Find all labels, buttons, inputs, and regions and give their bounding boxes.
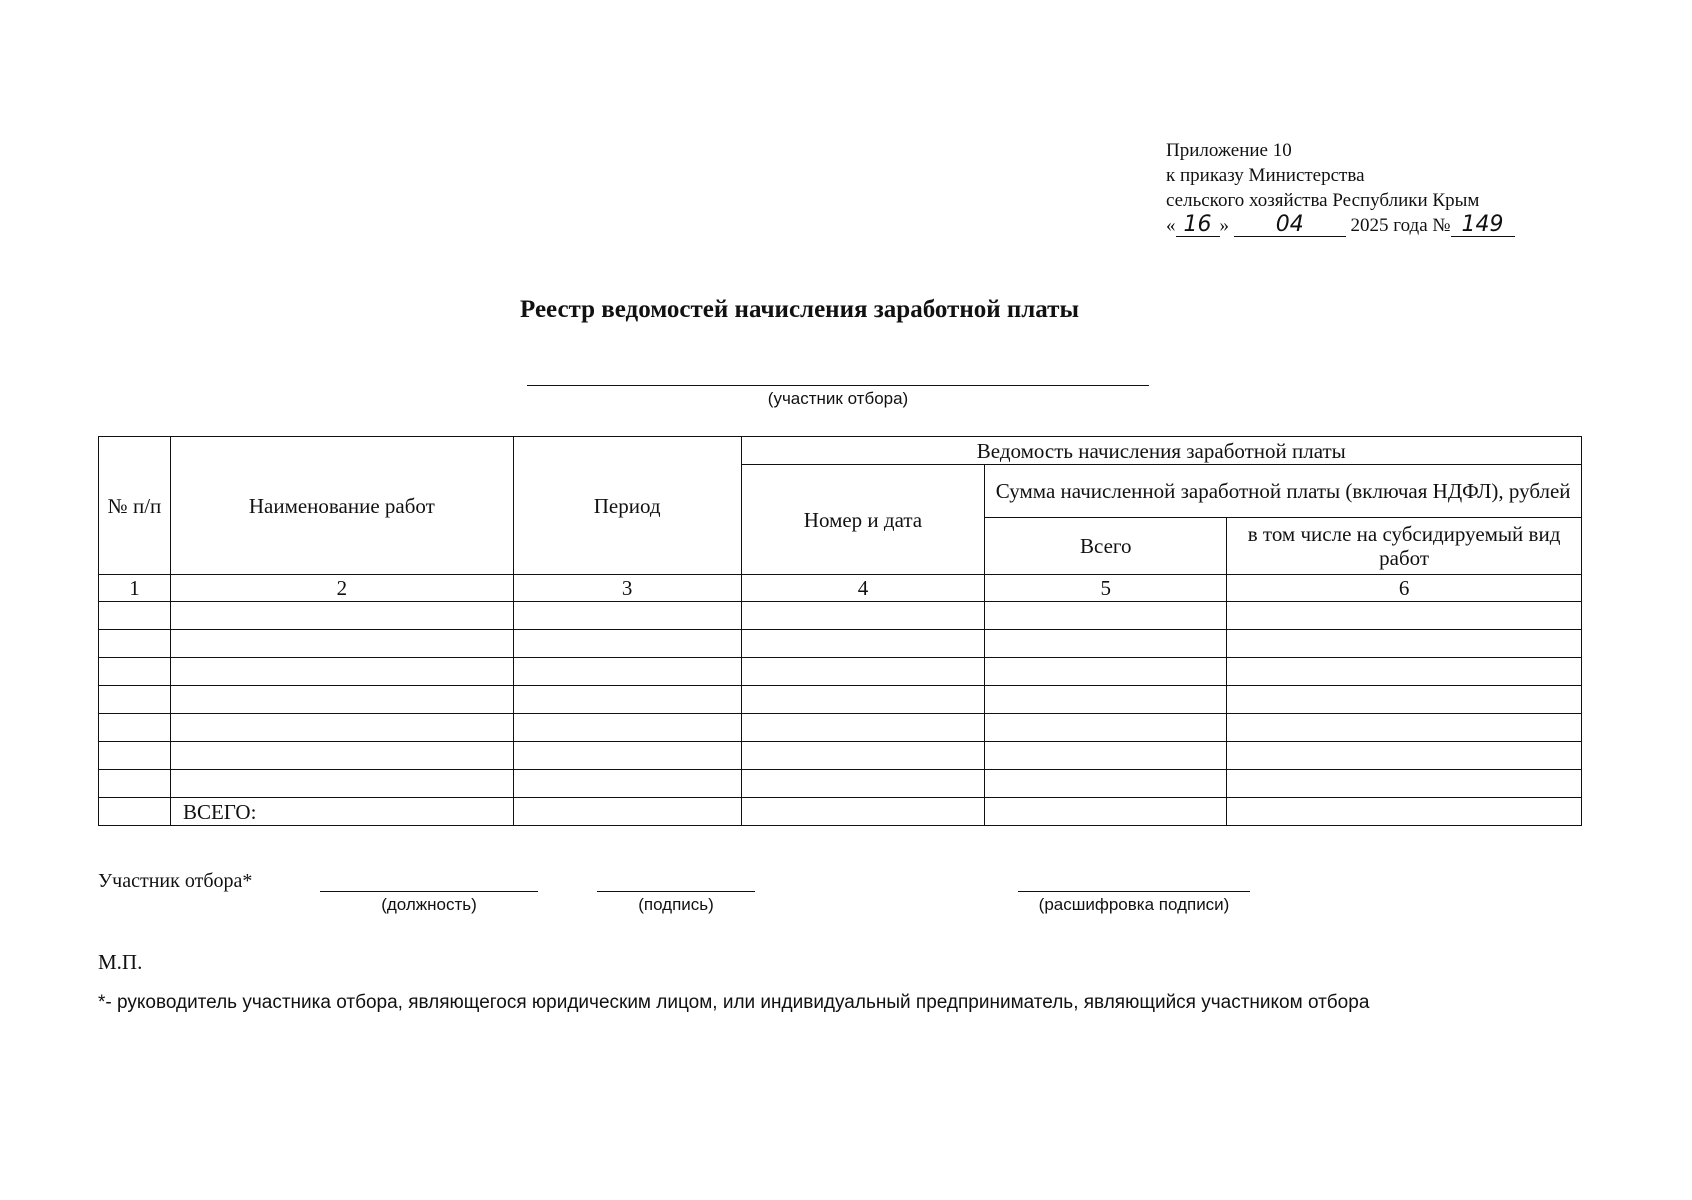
table-cell[interactable]: [1227, 770, 1582, 798]
table-cell[interactable]: [985, 714, 1227, 742]
signature-label: Участник отбора*: [98, 870, 253, 892]
register-table: [98, 436, 1582, 826]
table-cell[interactable]: [741, 686, 985, 714]
table-cell[interactable]: [170, 602, 513, 630]
table-row: [99, 602, 1582, 630]
table-cell[interactable]: [1227, 630, 1582, 658]
table-cell[interactable]: [1227, 602, 1582, 630]
appendix-ministry-line: сельского хозяйства Республики Крым: [1166, 190, 1480, 211]
table-cell[interactable]: [99, 798, 171, 826]
table-cell[interactable]: [513, 770, 741, 798]
table-cell[interactable]: [513, 714, 741, 742]
position-field-line[interactable]: [320, 891, 538, 892]
header-subsidized: в том числе на субсидируемый вид работ: [1227, 518, 1582, 575]
footnote: *- руководитель участника отбора, являющегося юридическим лицом, или индивидуальный предприниматель, являющийся участником отбора: [98, 992, 1370, 1013]
col-number: 3: [513, 575, 741, 602]
appendix-block: [1166, 138, 1515, 238]
table-cell[interactable]: [741, 714, 985, 742]
header-number-date: Номер и дата: [741, 465, 985, 575]
total-subsidized-cell[interactable]: [1227, 798, 1582, 826]
column-number-row: [99, 575, 1582, 602]
total-row: [99, 798, 1582, 826]
document-title: Реестр ведомостей начисления заработной платы: [520, 296, 1079, 323]
table-cell[interactable]: [1227, 714, 1582, 742]
col-number: 2: [170, 575, 513, 602]
col-number: 4: [741, 575, 985, 602]
table-cell[interactable]: [513, 798, 741, 826]
table-cell[interactable]: [985, 686, 1227, 714]
table-cell[interactable]: [513, 742, 741, 770]
table-cell[interactable]: [99, 658, 171, 686]
position-caption: (должность): [381, 895, 477, 914]
col-number: 6: [1227, 575, 1582, 602]
table-cell[interactable]: [1227, 658, 1582, 686]
header-total: Всего: [985, 518, 1227, 575]
stamp-placeholder: М.П.: [98, 950, 143, 974]
table-cell[interactable]: [170, 658, 513, 686]
signature-field-line[interactable]: [597, 891, 755, 892]
table-cell[interactable]: [170, 742, 513, 770]
table-cell[interactable]: [985, 742, 1227, 770]
appendix-date-line: [1166, 213, 1515, 238]
table-row: [99, 770, 1582, 798]
table-cell[interactable]: [513, 658, 741, 686]
table-cell[interactable]: [741, 602, 985, 630]
table-cell[interactable]: [985, 602, 1227, 630]
total-sum-cell[interactable]: [985, 798, 1227, 826]
table-cell[interactable]: [741, 630, 985, 658]
table-cell[interactable]: [170, 686, 513, 714]
header-period: Период: [513, 437, 741, 575]
table-cell[interactable]: [1227, 742, 1582, 770]
order-number: 149: [1451, 214, 1515, 237]
order-month: 04: [1234, 214, 1346, 237]
table-cell[interactable]: [99, 770, 171, 798]
decoding-field-line[interactable]: [1018, 891, 1250, 892]
table-cell[interactable]: [99, 742, 171, 770]
table-cell[interactable]: [99, 602, 171, 630]
table-cell[interactable]: [513, 602, 741, 630]
quote-open: «: [1166, 215, 1176, 236]
table-cell[interactable]: [513, 686, 741, 714]
order-day: 16: [1176, 214, 1220, 237]
table-row: [99, 686, 1582, 714]
decoding-caption: (расшифровка подписи): [1038, 895, 1230, 914]
table-cell[interactable]: [99, 630, 171, 658]
participant-caption: (участник отбора): [767, 389, 909, 408]
table-row: [99, 658, 1582, 686]
table-cell[interactable]: [985, 658, 1227, 686]
table-cell[interactable]: [99, 714, 171, 742]
quote-close: »: [1219, 215, 1229, 236]
header-statement: Ведомость начисления заработной платы: [741, 437, 1581, 465]
table-row: [99, 714, 1582, 742]
table-row: [99, 630, 1582, 658]
header-num: № п/п: [99, 437, 171, 575]
participant-field-line: [527, 385, 1149, 386]
table-cell[interactable]: [741, 770, 985, 798]
table-cell[interactable]: [741, 658, 985, 686]
table-cell[interactable]: [513, 630, 741, 658]
table-cell[interactable]: [1227, 686, 1582, 714]
table-cell[interactable]: [99, 686, 171, 714]
table-cell[interactable]: [741, 798, 985, 826]
header-sum: Сумма начисленной заработной платы (включая НДФЛ), рублей: [985, 465, 1582, 518]
table-row: [99, 742, 1582, 770]
total-label: ВСЕГО:: [170, 798, 513, 826]
order-year-text: 2025 года №: [1350, 215, 1451, 236]
table-cell[interactable]: [741, 742, 985, 770]
table-cell[interactable]: [985, 770, 1227, 798]
appendix-title: Приложение 10: [1166, 140, 1292, 161]
col-number: 1: [99, 575, 171, 602]
table-cell[interactable]: [170, 630, 513, 658]
appendix-order-line: к приказу Министерства: [1166, 165, 1365, 186]
table-cell[interactable]: [170, 770, 513, 798]
col-number: 5: [985, 575, 1227, 602]
table-cell[interactable]: [170, 714, 513, 742]
header-work-name: Наименование работ: [170, 437, 513, 575]
table-cell[interactable]: [985, 630, 1227, 658]
signature-caption: (подпись): [638, 895, 714, 914]
